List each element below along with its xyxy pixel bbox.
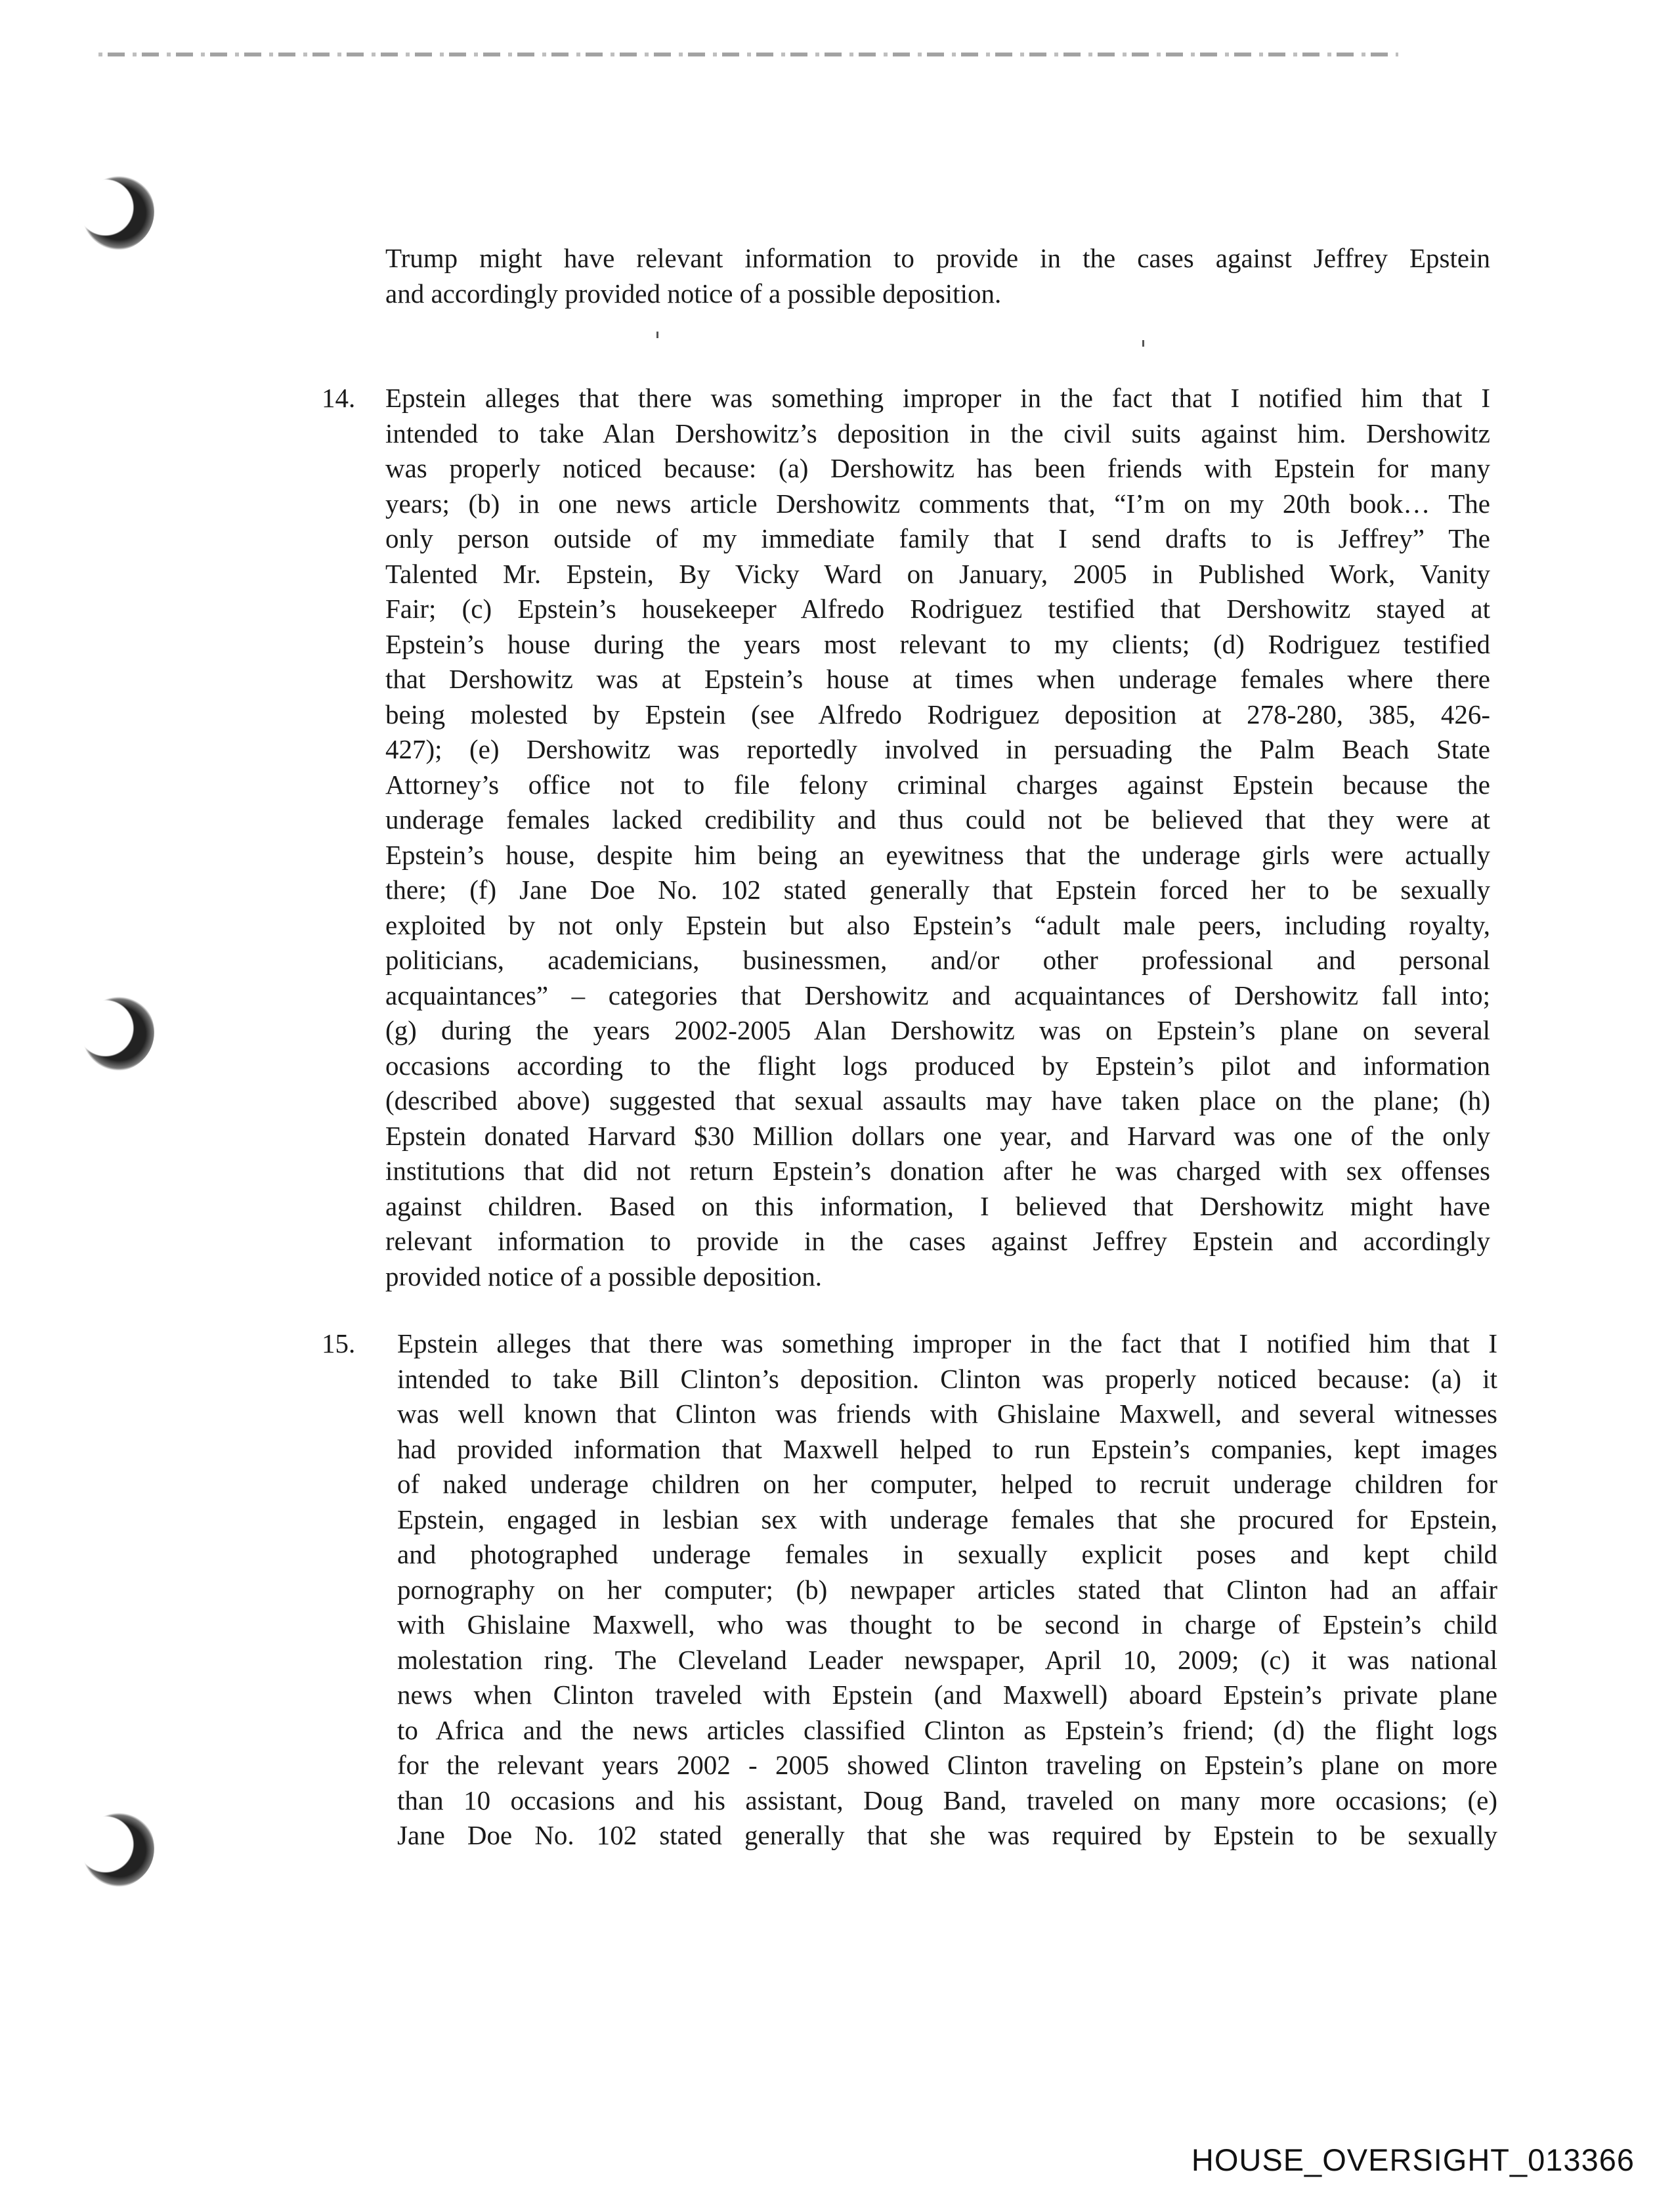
scan-artifact-top xyxy=(98,53,1398,56)
text-line: acquaintances” – categories that Dershowitz and acquaintances of Dershowitz fall into; xyxy=(385,980,1490,1010)
bates-number: HOUSE_OVERSIGHT_013366 xyxy=(1191,2142,1635,2177)
hole-punch-icon xyxy=(75,172,154,251)
text-line: and photographed underage females in sexually explicit poses and kept child xyxy=(397,1539,1497,1569)
text-line: being molested by Epstein (see Alfredo Rodriguez deposition at 278-280, 385, 426- xyxy=(385,699,1490,729)
text-line: against children. Based on this information, I believed that Dershowitz might have xyxy=(385,1190,1490,1221)
text-line: had provided information that Maxwell helped to run Epstein’s companies, kept images xyxy=(397,1433,1497,1464)
text-line: for the relevant years 2002 - 2005 showed Clinton traveling on Epstein’s plane on more xyxy=(397,1750,1497,1780)
text-line: (g) during the years 2002-2005 Alan Dershowitz was on Epstein’s plane on several xyxy=(385,1015,1490,1045)
paragraph-number: 15. xyxy=(322,1328,356,1358)
paragraph-15 xyxy=(397,1326,1497,1854)
text-line: institutions that did not return Epstein’s donation after he was charged with sex offenses xyxy=(385,1156,1490,1186)
text-line: news when Clinton traveled with Epstein (and Maxwell) aboard Epstein’s private plane xyxy=(397,1680,1497,1710)
text-line: intended to take Bill Clinton’s deposition. Clinton was properly noticed because: (a) it xyxy=(397,1363,1497,1394)
text-line: Talented Mr. Epstein, By Vicky Ward on January, 2005 in Published Work, Vanity xyxy=(385,558,1490,589)
text-line: exploited by not only Epstein but also Epstein’s “adult male peers, including royalty, xyxy=(385,909,1490,940)
text-line: Epstein alleges that there was something improper in the fact that I notified him that I xyxy=(397,1328,1497,1358)
hole-punch-icon xyxy=(75,993,154,1072)
text-line: Epstein, engaged in lesbian sex with underage females that she procured for Epstein, xyxy=(397,1504,1497,1534)
text-line: there; (f) Jane Doe No. 102 stated generally that Epstein forced her to be sexually xyxy=(385,875,1490,905)
text-line: with Ghislaine Maxwell, who was thought to be second in charge of Epstein’s child xyxy=(397,1609,1497,1639)
text-line: (described above) suggested that sexual assaults may have taken place on the plane; (h) xyxy=(385,1085,1490,1116)
text-line: of naked underage children on her computer, helped to recruit underage children for xyxy=(397,1469,1497,1499)
hole-punch-icon xyxy=(75,1809,154,1888)
text-line: 427); (e) Dershowitz was reportedly involved in persuading the Palm Beach State xyxy=(385,734,1490,764)
text-line: was properly noticed because: (a) Dershowitz has been friends with Epstein for many xyxy=(385,453,1490,483)
text-line: Trump might have relevant information to provide in the cases against Jeffrey Epstein xyxy=(385,243,1490,273)
text-line: Epstein donated Harvard $30 Million dollars one year, and Harvard was one of the only xyxy=(385,1120,1490,1151)
text-line: Epstein’s house during the years most relevant to my clients; (d) Rodriguez testified xyxy=(385,628,1490,659)
text-line: than 10 occasions and his assistant, Doug Band, traveled on many more occasions; (e) xyxy=(397,1785,1497,1815)
text-line: Fair; (c) Epstein’s housekeeper Alfredo Rodriguez testified that Dershowitz stayed at xyxy=(385,594,1490,624)
text-line: occasions according to the flight logs produced by Epstein’s pilot and information xyxy=(385,1050,1490,1081)
text-line: relevant information to provide in the cases against Jeffrey Epstein and accordingly xyxy=(385,1226,1490,1256)
paragraph-number: 14. xyxy=(322,383,356,413)
text-line: Jane Doe No. 102 stated generally that she was required by Epstein to be sexually xyxy=(397,1820,1497,1850)
text-line: that Dershowitz was at Epstein’s house at times when underage females where there xyxy=(385,664,1490,694)
text-line: and accordingly provided notice of a possible deposition. xyxy=(385,278,1002,309)
text-line: Attorney’s office not to file felony criminal charges against Epstein because the xyxy=(385,769,1490,800)
text-line: years; (b) in one news article Dershowitz comments that, “I’m on my 20th book… The xyxy=(385,488,1490,519)
text-line: provided notice of a possible deposition. xyxy=(385,1261,822,1291)
text-line: only person outside of my immediate family that I send drafts to is Jeffrey” The xyxy=(385,523,1490,553)
text-line: Epstein’s house, despite him being an eyewitness that the underage girls were actually xyxy=(385,839,1490,870)
scan-speck xyxy=(1142,340,1144,347)
text-line: Epstein alleges that there was something improper in the fact that I notified him that I xyxy=(385,383,1490,413)
text-line: underage females lacked credibility and thus could not be believed that they were at xyxy=(385,804,1490,835)
text-line: molestation ring. The Cleveland Leader newspaper, April 10, 2009; (c) it was national xyxy=(397,1644,1497,1675)
text-line: politicians, academicians, businessmen, and/or other professional and personal xyxy=(385,945,1490,975)
text-line: intended to take Alan Dershowitz’s deposition in the civil suits against him. Dershowitz xyxy=(385,418,1490,448)
scan-speck xyxy=(656,332,658,338)
paragraph-14 xyxy=(385,381,1490,1294)
text-line: to Africa and the news articles classified Clinton as Epstein’s friend; (d) the flight logs xyxy=(397,1714,1497,1745)
text-line: was well known that Clinton was friends with Ghislaine Maxwell, and several witnesses xyxy=(397,1399,1497,1429)
continuation-paragraph xyxy=(385,241,1490,311)
text-line: pornography on her computer; (b) newpaper articles stated that Clinton had an affair xyxy=(397,1574,1497,1605)
